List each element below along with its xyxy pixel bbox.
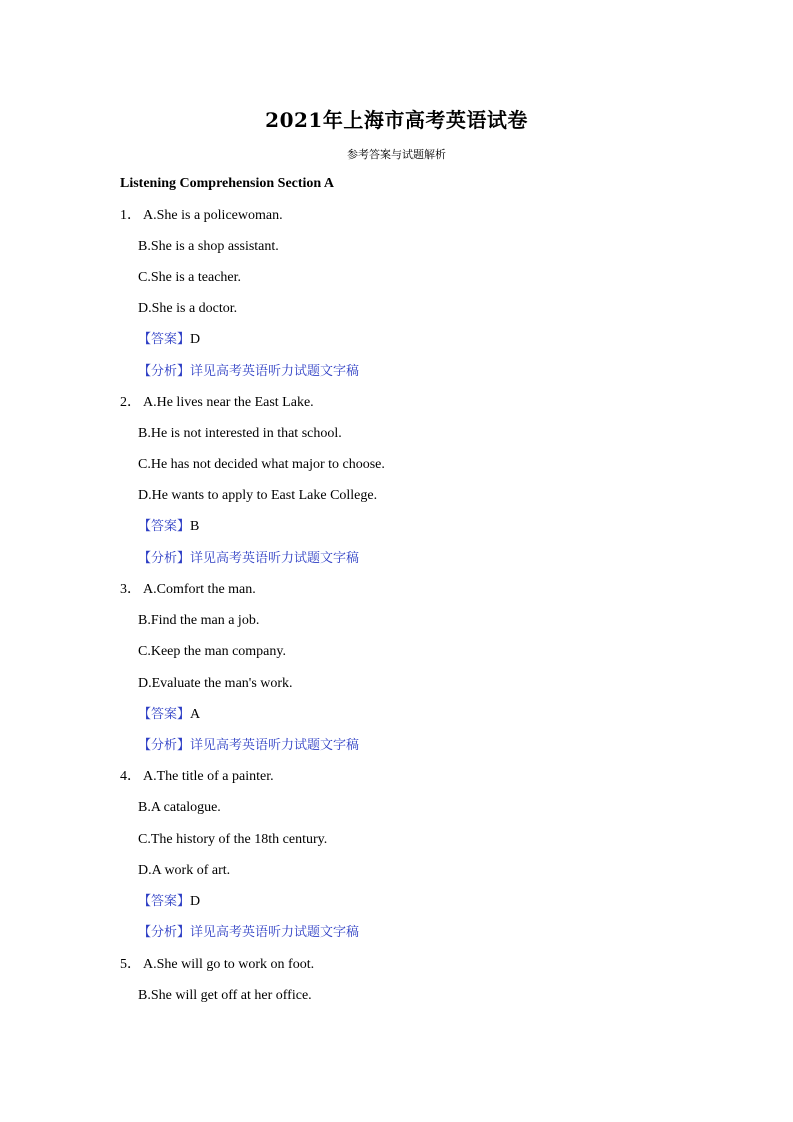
question-3-analysis (138, 737, 359, 755)
question-2-answer (138, 518, 199, 536)
question-1-option-d: D.She is a doctor. (138, 301, 238, 316)
document-subtitle: 参考答案与试题解析 (347, 148, 446, 161)
option-text: A.The title of a painter. (143, 769, 274, 784)
document-title: 2021年上海市高考英语试卷 (265, 108, 528, 132)
question-number: 1． (120, 208, 141, 223)
answer-label: 【答案】 (138, 519, 191, 534)
question-2-option-a (120, 394, 314, 412)
question-2-analysis (138, 550, 359, 568)
question-1-option-c: C.She is a teacher. (138, 270, 242, 285)
question-1-analysis (138, 363, 359, 381)
option-text: A.Comfort the man. (143, 582, 256, 597)
answer-value: D (190, 332, 201, 347)
question-4-answer (138, 893, 200, 911)
question-4-option-d: D.A work of art. (138, 863, 231, 878)
question-2-option-b: B.He is not interested in that school. (138, 426, 342, 441)
answer-value: B (190, 519, 200, 534)
answer-label: 【答案】 (138, 894, 191, 909)
question-4-option-a (120, 768, 274, 786)
question-3-option-d: D.Evaluate the man's work. (138, 676, 293, 691)
question-number: 5． (120, 957, 141, 972)
question-number: 4． (120, 769, 141, 784)
answer-value: D (190, 894, 201, 909)
question-4-analysis (138, 924, 359, 942)
analysis-text: 详见高考英语听力试题文字稿 (190, 925, 360, 940)
question-4-option-c: C.The history of the 18th century. (138, 832, 328, 847)
analysis-text: 详见高考英语听力试题文字稿 (190, 364, 360, 379)
analysis-text: 详见高考英语听力试题文字稿 (190, 738, 360, 753)
analysis-label: 【分析】 (138, 364, 191, 379)
option-text: A.He lives near the East Lake. (143, 395, 314, 410)
question-5-option-a (120, 956, 314, 974)
analysis-label: 【分析】 (138, 551, 191, 566)
answer-label: 【答案】 (138, 707, 191, 722)
option-text: A.She is a policewoman. (143, 208, 283, 223)
question-number: 3． (120, 582, 141, 597)
question-1-option-b: B.She is a shop assistant. (138, 239, 279, 254)
analysis-label: 【分析】 (138, 925, 191, 940)
answer-label: 【答案】 (138, 332, 191, 347)
question-3-option-b: B.Find the man a job. (138, 613, 260, 628)
question-3-answer (138, 706, 200, 724)
analysis-label: 【分析】 (138, 738, 191, 753)
question-1-option-a (120, 207, 283, 225)
question-2-option-c: C.He has not decided what major to choose. (138, 457, 385, 472)
question-2-option-d: D.He wants to apply to East Lake College. (138, 488, 378, 503)
option-text: A.She will go to work on foot. (143, 957, 315, 972)
analysis-text: 详见高考英语听力试题文字稿 (190, 551, 360, 566)
question-3-option-c: C.Keep the man company. (138, 644, 286, 659)
question-number: 2． (120, 395, 141, 410)
question-1-answer (138, 331, 200, 349)
question-5-option-b: B.She will get off at her office. (138, 988, 312, 1003)
section-heading: Listening Comprehension Section A (120, 176, 335, 191)
question-4-option-b: B.A catalogue. (138, 800, 221, 815)
question-3-option-a (120, 581, 256, 599)
answer-value: A (190, 707, 201, 722)
